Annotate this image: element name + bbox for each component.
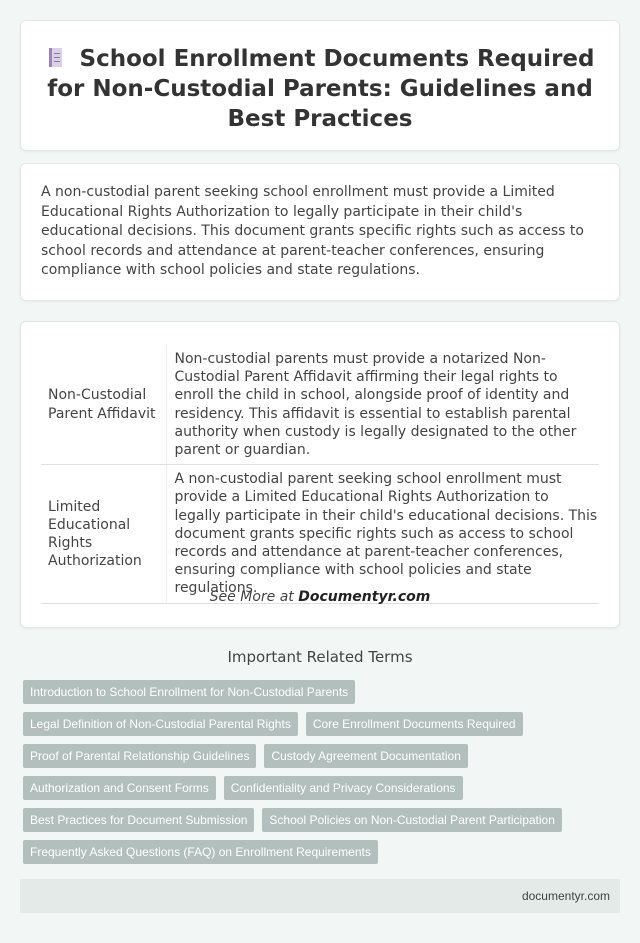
term-cell: Non-Custodial Parent Affidavit bbox=[41, 345, 166, 465]
related-term-tag[interactable]: Best Practices for Document Submission bbox=[23, 808, 254, 832]
related-term-tag[interactable]: Core Enrollment Documents Required bbox=[306, 712, 523, 736]
intro-card bbox=[20, 163, 620, 301]
definitions-table bbox=[41, 345, 599, 604]
footer bbox=[20, 879, 620, 913]
definition-cell: Non-custodial parents must provide a notarized Non-Custodial Parent Affidavit affirming their legal rights to enroll the child in school, alongside proof of identity and residency. This affidavit is essential to establish parental authority when custody is legally designated to the other parent or guardian. bbox=[166, 345, 599, 465]
definitions-card bbox=[20, 321, 620, 628]
see-more-link[interactable] bbox=[21, 589, 619, 605]
related-terms-title: Important Related Terms bbox=[227, 648, 413, 666]
related-term-tag[interactable]: School Policies on Non-Custodial Parent Participation bbox=[262, 808, 562, 832]
page-title-text: School Enrollment Documents Required for Non-Custodial Parents: Guidelines and Best Practices bbox=[47, 46, 595, 132]
table-row bbox=[41, 345, 599, 465]
related-term-tag[interactable]: Authorization and Consent Forms bbox=[23, 776, 216, 800]
table-row bbox=[41, 465, 599, 603]
related-terms-list bbox=[23, 680, 603, 872]
definition-cell: A non-custodial parent seeking school enrollment must provide a Limited Educational Rights Authorization to legally participate in their child's educational decisions. This document grants specific rights such as access to school records and attendance at parent-teacher conferences, ensuring compliance with school policies and state regulations. bbox=[166, 465, 599, 603]
related-term-tag[interactable]: Introduction to School Enrollment for Non-Custodial Parents bbox=[23, 680, 355, 704]
see-more-prefix: See More at bbox=[209, 589, 299, 605]
title-card bbox=[20, 20, 620, 151]
related-term-tag[interactable]: Frequently Asked Questions (FAQ) on Enrollment Requirements bbox=[23, 840, 378, 864]
related-term-tag[interactable]: Confidentiality and Privacy Considerations bbox=[224, 776, 463, 800]
page-title bbox=[41, 44, 599, 134]
footer-site-link[interactable]: documentyr.com bbox=[521, 889, 610, 903]
related-term-tag[interactable]: Custody Agreement Documentation bbox=[264, 744, 467, 768]
related-term-tag[interactable]: Proof of Parental Relationship Guidelines bbox=[23, 744, 256, 768]
term-cell: Limited Educational Rights Authorization bbox=[41, 465, 166, 603]
related-term-tag[interactable]: Legal Definition of Non-Custodial Parental Rights bbox=[23, 712, 298, 736]
see-more-site: Documentyr.com bbox=[298, 589, 431, 605]
intro-text: A non-custodial parent seeking school enrollment must provide a Limited Educational Rights Authorization to legally participate in their child's educational decisions. This document grants specific rights such as access to school records and attendance at parent-teacher conferences, ensuring compliance with school policies and state regulations. bbox=[41, 184, 584, 279]
document-icon bbox=[46, 48, 66, 68]
